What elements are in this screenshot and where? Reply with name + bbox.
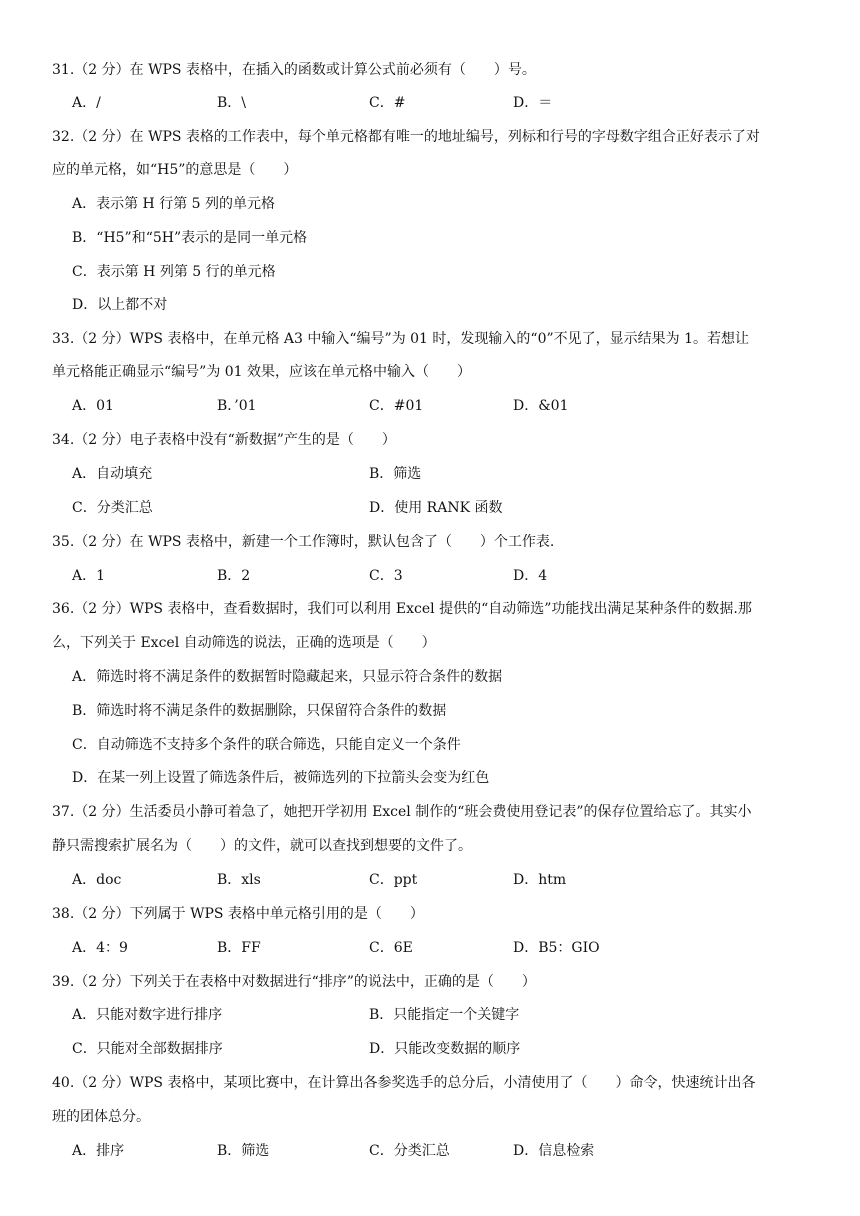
question-33-option-c: C．#01	[369, 398, 424, 414]
question-33-option-b: B．’01	[217, 398, 257, 414]
question-40-option-d: D．信息检索	[513, 1143, 595, 1159]
question-33-option-a: A．01	[72, 398, 114, 414]
question-37-option-a: A．doc	[72, 872, 122, 888]
question-32-stem-line-2: 应的单元格，如“H5”的意思是（ ）	[52, 162, 298, 178]
question-36-option-d: D．在某一列上设置了筛选条件后，被筛选列的下拉箭头会变为红色	[72, 770, 490, 786]
question-34-stem: 34.（2 分）电子表格中没有“新数据”产生的是（ ）	[52, 432, 396, 448]
question-31-option-a: A．/	[72, 95, 101, 111]
question-33-stem-line-1: 33.（2 分）WPS 表格中，在单元格 A3 中输入“编号”为 01 时，发现输入的“0”不见了，显示结果为 1。若想让	[52, 331, 749, 347]
question-40-option-c: C．分类汇总	[369, 1143, 450, 1159]
question-35-option-b: B．2	[217, 568, 251, 584]
question-31-option-d: D．＝	[513, 95, 553, 111]
question-38-stem: 38.（2 分）下列属于 WPS 表格中单元格引用的是（ ）	[52, 906, 424, 922]
question-31-option-b: B．\	[217, 95, 247, 111]
question-37-option-c: C．ppt	[369, 872, 418, 888]
question-34-option-c: C．分类汇总	[72, 500, 153, 516]
question-32-option-a: A．表示第 H 行第 5 列的单元格	[72, 196, 276, 212]
question-39-option-a: A．只能对数字进行排序	[72, 1007, 223, 1023]
question-31-stem: 31.（2 分）在 WPS 表格中，在插入的函数或计算公式前必须有（ ）号。	[52, 62, 536, 78]
question-33-stem-line-2: 单元格能正确显示“编号”为 01 效果，应该在单元格中输入（ ）	[52, 364, 472, 380]
question-38-option-a: A．4：9	[72, 940, 128, 956]
question-37-stem-line-2: 静只需搜索扩展名为（ ）的文件，就可以查找到想要的文件了。	[52, 838, 472, 854]
question-40-stem-line-1: 40.（2 分）WPS 表格中，某项比赛中，在计算出各参奖选手的总分后，小清使用了（ ）命令，快速统计出各	[52, 1075, 756, 1091]
question-34-option-d: D．使用 RANK 函数	[369, 500, 503, 516]
question-37-stem-line-1: 37.（2 分）生活委员小静可着急了，她把开学初用 Excel 制作的“班会费使用登记表”的保存位置给忘了。其实小	[52, 804, 752, 820]
question-34-option-b: B．筛选	[369, 466, 422, 482]
question-31-option-c: C．#	[369, 95, 406, 111]
question-36-stem-line-1: 36.（2 分）WPS 表格中，查看数据时，我们可以利用 Excel 提供的“自动筛选”功能找出满足某种条件的数据.那	[52, 601, 752, 617]
question-36-option-a: A．筛选时将不满足条件的数据暂时隐藏起来，只显示符合条件的数据	[72, 669, 503, 685]
question-40-stem-line-2: 班的团体总分。	[52, 1109, 150, 1125]
question-35-option-c: C．3	[369, 568, 403, 584]
question-39-option-b: B．只能指定一个关键字	[369, 1007, 520, 1023]
question-38-option-d: D．B5：GIO	[513, 940, 600, 956]
question-39-option-d: D．只能改变数据的顺序	[369, 1041, 521, 1057]
question-32-stem-line-1: 32.（2 分）在 WPS 表格的工作表中，每个单元格都有唯一的地址编号，列标和行号的字母数字组合正好表示了对	[52, 129, 760, 145]
question-39-stem: 39.（2 分）下列关于在表格中对数据进行“排序”的说法中，正确的是（ ）	[52, 974, 536, 990]
question-36-stem-line-2: 么，下列关于 Excel 自动筛选的说法，正确的选项是（ ）	[52, 635, 436, 651]
question-36-option-b: B．筛选时将不满足条件的数据删除，只保留符合条件的数据	[72, 703, 447, 719]
question-32-option-c: C．表示第 H 列第 5 行的单元格	[72, 264, 276, 280]
question-32-option-d: D．以上都不对	[72, 297, 168, 313]
question-40-option-a: A．排序	[72, 1143, 125, 1159]
question-35-option-d: D．4	[513, 568, 548, 584]
question-36-option-c: C．自动筛选不支持多个条件的联合筛选，只能自定义一个条件	[72, 737, 461, 753]
question-38-option-b: B．FF	[217, 940, 261, 956]
question-33-option-d: D．&01	[513, 398, 569, 414]
question-35-stem: 35.（2 分）在 WPS 表格中，新建一个工作簿时，默认包含了（ ）个工作表.	[52, 534, 555, 550]
question-32-option-b: B．“H5”和“5H”表示的是同一单元格	[72, 230, 308, 246]
question-40-option-b: B．筛选	[217, 1143, 270, 1159]
question-38-option-c: C．6E	[369, 940, 413, 956]
question-39-option-c: C．只能对全部数据排序	[72, 1041, 223, 1057]
question-34-option-a: A．自动填充	[72, 466, 153, 482]
question-37-option-b: B．xls	[217, 872, 261, 888]
question-35-option-a: A．1	[72, 568, 106, 584]
question-37-option-d: D．htm	[513, 872, 567, 888]
